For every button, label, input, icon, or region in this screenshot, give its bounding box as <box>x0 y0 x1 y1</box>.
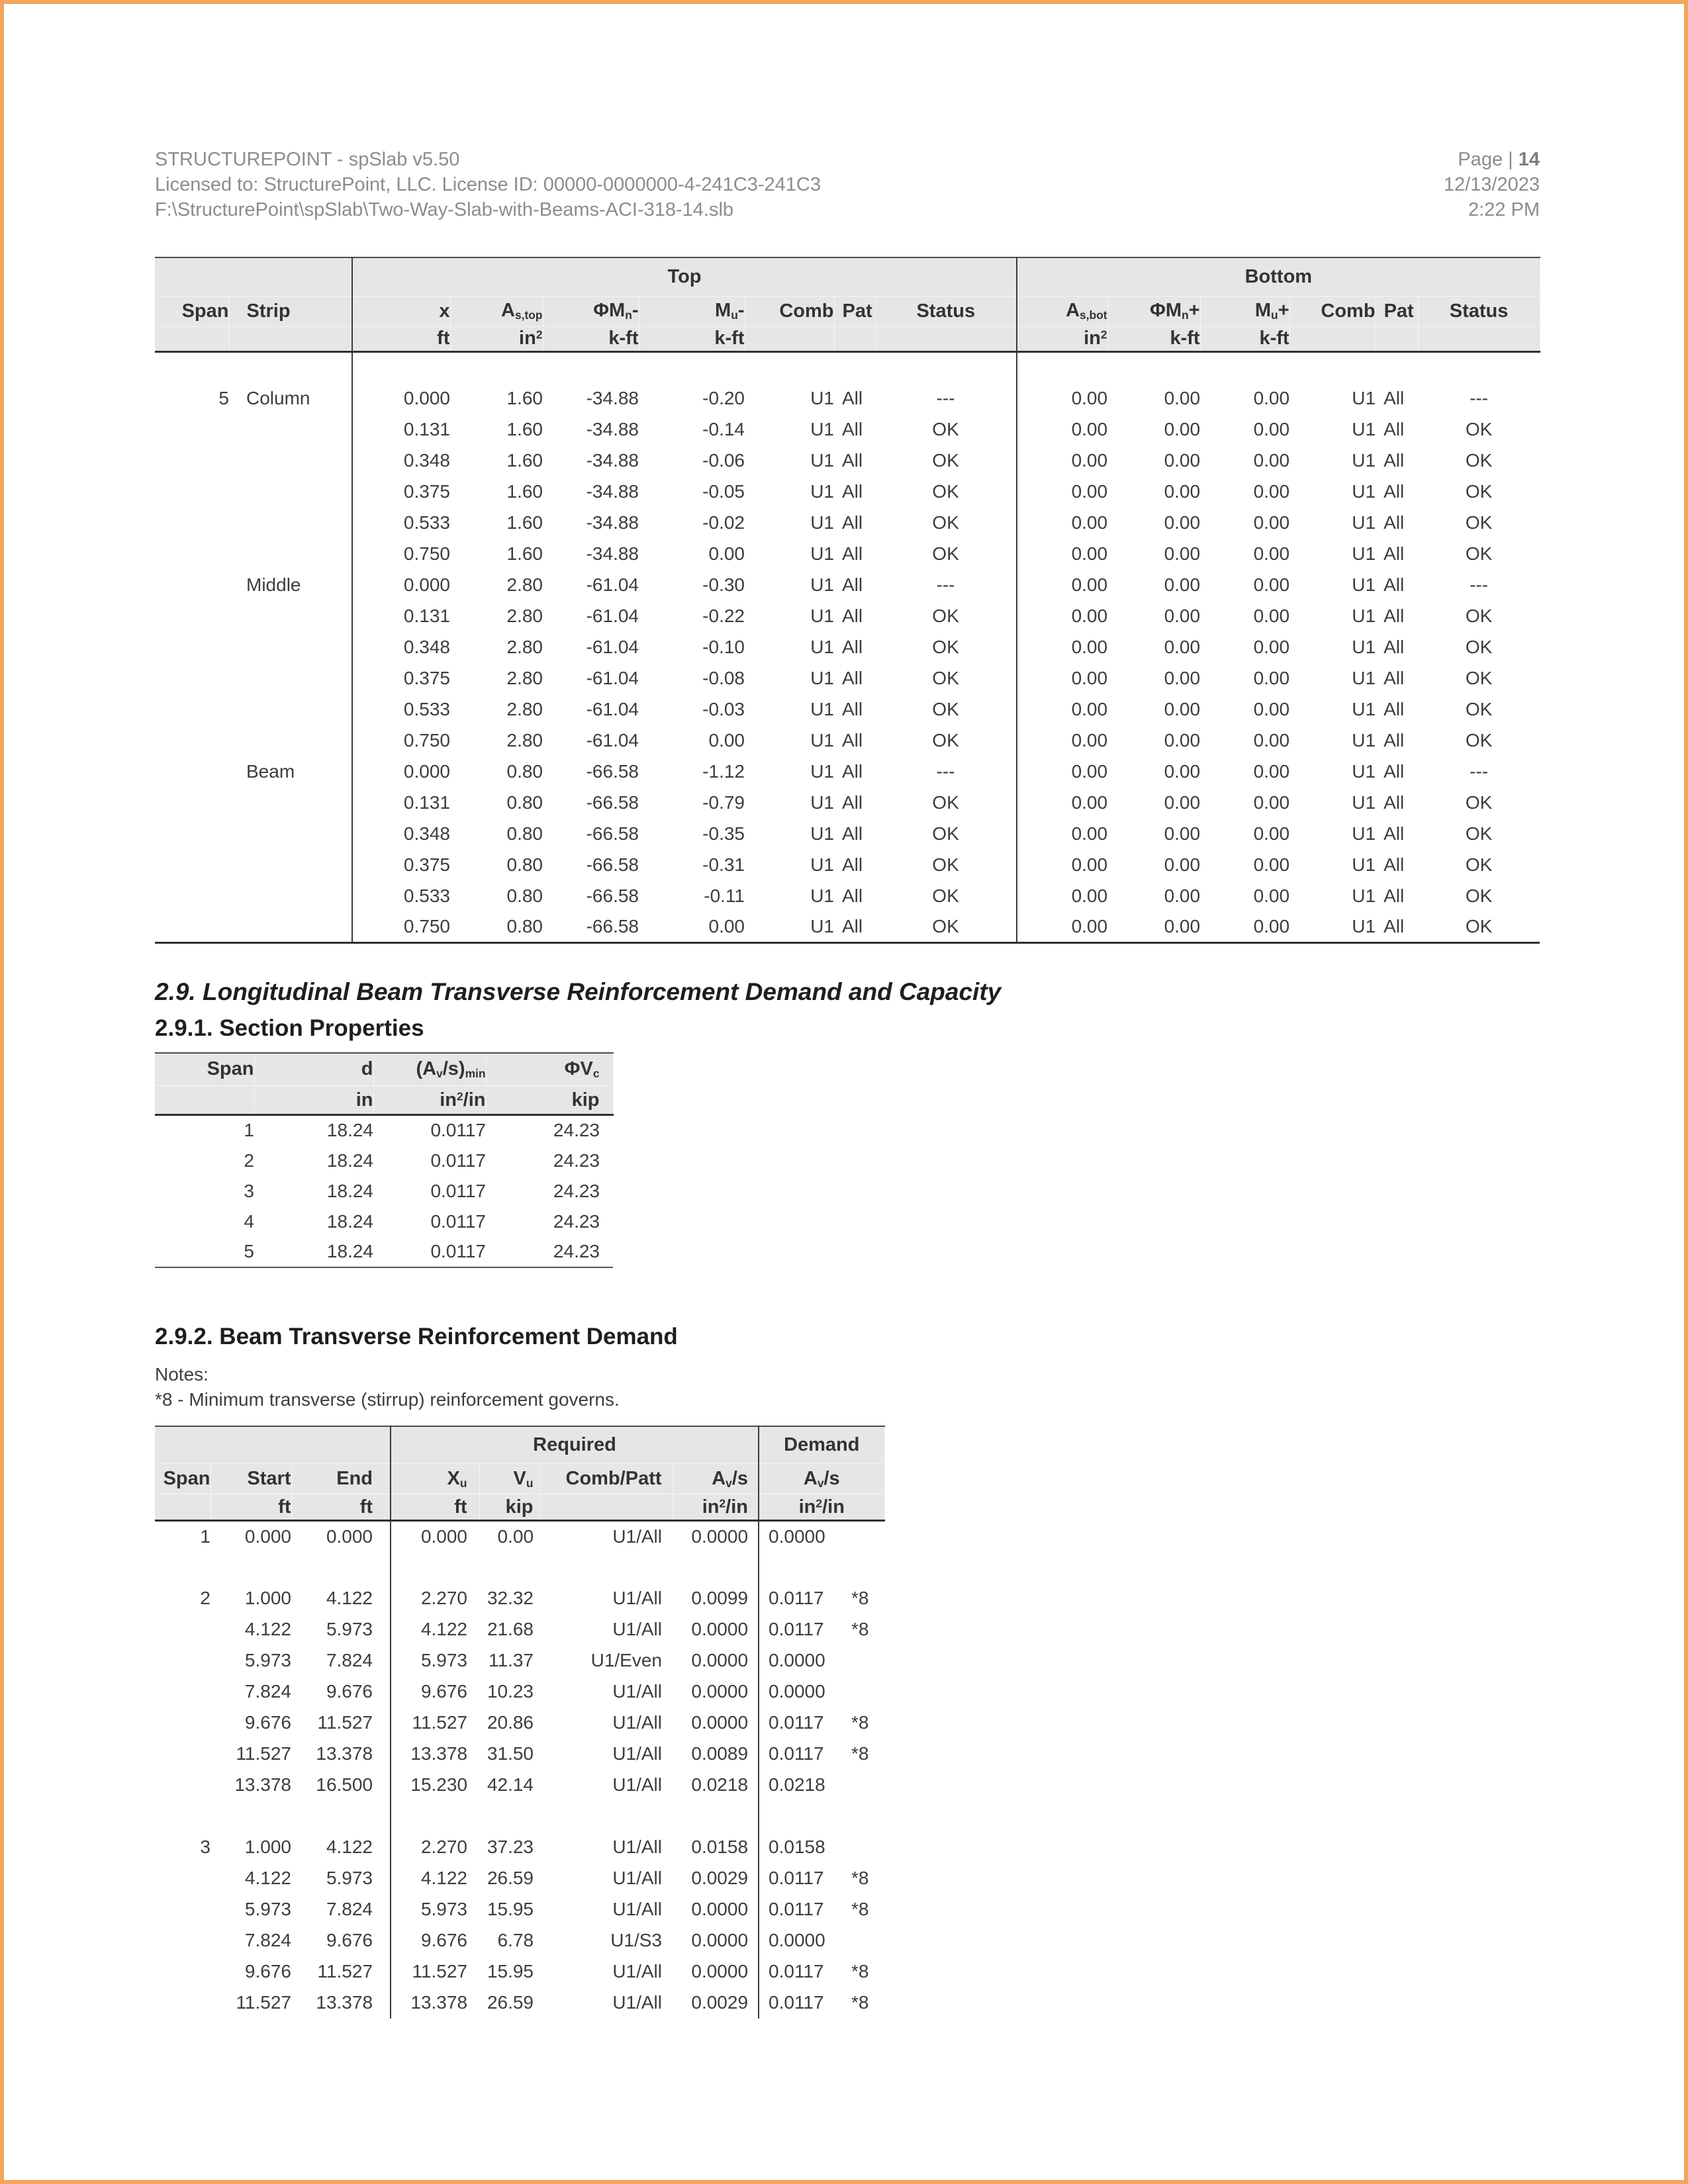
unit-spacer <box>834 326 875 351</box>
table-row: 9.676 11.527 11.527 20.86 U1/All 0.0000 0.0117 *8 <box>155 1707 884 1739</box>
unit-in2: $in^2$ <box>1017 326 1107 351</box>
unit-spacer <box>1376 326 1418 351</box>
page-header <box>155 147 1540 222</box>
page-header-right <box>1444 147 1540 222</box>
table-row: 0.750 2.80 -61.04 0.00 U1 All OK 0.00 0.00 0.00 U1 All OK <box>155 725 1540 756</box>
table-row: 5 Column 0.000 1.60 -34.88 -0.20 U1 All --- 0.00 0.00 0.00 U1 All --- <box>155 383 1540 414</box>
table-row: 7.824 9.676 9.676 10.23 U1/All 0.0000 0.0000 <box>155 1676 884 1707</box>
section-properties-table <box>155 1052 614 1268</box>
page-label: Page | <box>1458 149 1519 170</box>
group-header-demand: Demand <box>759 1426 884 1464</box>
page-header-left <box>155 147 821 222</box>
unit-in2-per-in: $in^2/in$ <box>673 1494 759 1521</box>
unit-kip: kip <box>486 1086 613 1115</box>
page-number-line <box>1444 147 1540 172</box>
col-header-avs-min: $(A_v/s)_{min}$ <box>373 1053 486 1086</box>
section-title-2-9: 2.9. Longitudinal Beam Transverse Reinforcement Demand and Capacity <box>155 978 1002 1005</box>
col-header-d: d <box>254 1053 373 1086</box>
transverse-demand-head <box>155 1426 884 1521</box>
table-row: 3 18.24 0.0117 24.23 <box>244 1180 600 1201</box>
table-row: 0.375 1.60 -34.88 -0.05 U1 All OK 0.00 0.00 0.00 U1 All OK <box>155 476 1540 507</box>
spacer-row <box>155 1801 884 1832</box>
unit-spacer <box>229 326 352 351</box>
col-header-xu: $X_u$ <box>391 1464 479 1494</box>
table-row: 0.533 2.80 -61.04 -0.03 U1 All OK 0.00 0.00 0.00 U1 All OK <box>155 694 1540 725</box>
table-row: 13.378 16.500 15.230 42.14 U1/All 0.0218 0.0218 <box>155 1770 884 1801</box>
col-header-status-bot: Status <box>1418 296 1540 326</box>
col-header-pat-top: Pat <box>834 296 875 326</box>
table-row: 0.131 0.80 -66.58 -0.79 U1 All OK 0.00 0.00 0.00 U1 All OK <box>155 787 1540 818</box>
header-spacer <box>155 257 352 296</box>
table-row: 5.973 7.824 5.973 15.95 U1/All 0.0000 0.0117 *8 <box>155 1894 884 1925</box>
table-row: 2 18.24 0.0117 24.23 <box>244 1150 600 1171</box>
col-header-start: Start <box>211 1464 291 1494</box>
unit-kft: k-ft <box>639 326 745 351</box>
unit-in2-per-in: $in^2/in$ <box>373 1086 486 1115</box>
group-header-bottom: Bottom <box>1017 257 1540 296</box>
unit-ft: ft <box>391 1494 479 1521</box>
table-row: 11.527 13.378 13.378 26.59 U1/All 0.0029 0.0117 *8 <box>155 1987 884 2019</box>
group-header-top: Top <box>352 257 1017 296</box>
section-title-2-9-2: 2.9.2. Beam Transverse Reinforcement Demand <box>155 1323 678 1349</box>
table-row: 4.122 5.973 4.122 21.68 U1/All 0.0000 0.0117 *8 <box>155 1614 884 1645</box>
col-header-span: Span <box>155 1053 254 1086</box>
section-properties-head <box>155 1053 613 1115</box>
col-header-end: End <box>291 1464 391 1494</box>
table-row: 0.533 0.80 -66.58 -0.11 U1 All OK 0.00 0.00 0.00 U1 All OK <box>155 880 1540 911</box>
table-row: 0.348 0.80 -66.58 -0.35 U1 All OK 0.00 0.00 0.00 U1 All OK <box>155 818 1540 849</box>
table-row: 9.676 11.527 11.527 15.95 U1/All 0.0000 0.0117 *8 <box>155 1956 884 1987</box>
col-header-strip: Strip <box>229 296 352 326</box>
col-header-mu-neg: $M_u-$ <box>639 296 745 326</box>
col-header-status-top: Status <box>875 296 1017 326</box>
table-row: 3 1.000 4.122 2.270 37.23 U1/All 0.0158 0.0158 <box>155 1832 884 1863</box>
unit-spacer <box>155 326 229 351</box>
col-header-as-top: $A_{s,top}$ <box>450 296 543 326</box>
file-path: F:\StructurePoint\spSlab\Two-Way-Slab-with-Beams-ACI-318-14.slb <box>155 199 734 220</box>
unit-ft: ft <box>352 326 450 351</box>
transverse-demand-body <box>155 1521 884 2019</box>
group-header-required: Required <box>391 1426 759 1464</box>
table-row: 2 1.000 4.122 2.270 32.32 U1/All 0.0099 0.0117 *8 <box>155 1583 884 1614</box>
table-row: 1 0.000 0.000 0.000 0.00 U1/All 0.0000 0.0000 <box>155 1521 884 1552</box>
col-header-x: x <box>352 296 450 326</box>
table-row: 5.973 7.824 5.973 11.37 U1/Even 0.0000 0.0000 <box>155 1645 884 1676</box>
table-row: 0.750 0.80 -66.58 0.00 U1 All OK 0.00 0.00 0.00 U1 All OK <box>155 911 1540 942</box>
table-row: 0.375 0.80 -66.58 -0.31 U1 All OK 0.00 0.00 0.00 U1 All OK <box>155 849 1540 880</box>
section-properties-body <box>155 1115 613 1267</box>
table-row: Middle 0.000 2.80 -61.04 -0.30 U1 All --- 0.00 0.00 0.00 U1 All --- <box>155 569 1540 600</box>
col-header-comb-top: Comb <box>745 296 834 326</box>
table-row: 7.824 9.676 9.676 6.78 U1/S3 0.0000 0.0000 <box>155 1925 884 1956</box>
col-header-avs-demand: $A_v/s$ <box>759 1464 884 1494</box>
unit-spacer <box>745 326 834 351</box>
unit-ft: ft <box>211 1494 291 1521</box>
unit-spacer <box>875 326 1017 351</box>
transverse-demand-table <box>155 1426 885 2019</box>
unit-spacer <box>155 1494 211 1521</box>
notes-label: Notes: <box>155 1363 209 1385</box>
unit-spacer <box>155 1086 254 1115</box>
col-header-phimn-pos: $\Phi M_n+$ <box>1107 296 1200 326</box>
table-row: 0.348 1.60 -34.88 -0.06 U1 All OK 0.00 0.00 0.00 U1 All OK <box>155 445 1540 476</box>
table-row: 0.750 1.60 -34.88 0.00 U1 All OK 0.00 0.00 0.00 U1 All OK <box>155 538 1540 569</box>
table-row: Beam 0.000 0.80 -66.58 -1.12 U1 All --- 0.00 0.00 0.00 U1 All --- <box>155 756 1540 787</box>
moment-table-body <box>155 351 1540 942</box>
license-line: Licensed to: StructurePoint, LLC. License ID: 00000-0000000-4-241C3-241C3 <box>155 174 821 195</box>
col-header-comb-bot: Comb <box>1289 296 1376 326</box>
table-row: 11.527 13.378 13.378 31.50 U1/All 0.0089 0.0117 *8 <box>155 1739 884 1770</box>
unit-kft: k-ft <box>543 326 639 351</box>
header-spacer <box>155 1426 391 1464</box>
table-row: 0.131 2.80 -61.04 -0.22 U1 All OK 0.00 0.00 0.00 U1 All OK <box>155 600 1540 631</box>
spacer-row <box>155 1552 884 1583</box>
col-header-comb-patt: Comb/Patt <box>540 1464 673 1494</box>
col-header-span: Span <box>155 296 229 326</box>
col-header-as-bot: $A_{s,bot}$ <box>1017 296 1107 326</box>
col-header-avs-required: $A_v/s$ <box>673 1464 759 1494</box>
col-header-vu: $V_u$ <box>479 1464 540 1494</box>
table-row: 0.348 2.80 -61.04 -0.10 U1 All OK 0.00 0.00 0.00 U1 All OK <box>155 631 1540 662</box>
col-header-span: Span <box>155 1464 211 1494</box>
col-header-pat-bot: Pat <box>1376 296 1418 326</box>
section-title-2-9-1: 2.9.1. Section Properties <box>155 1015 424 1041</box>
spacer-row <box>155 351 1540 383</box>
table-row: 5 18.24 0.0117 24.23 <box>155 1237 613 1267</box>
col-header-phivc: $\Phi V_c$ <box>486 1053 613 1086</box>
unit-spacer <box>1289 326 1376 351</box>
table-row: 4 18.24 0.0117 24.23 <box>244 1210 600 1232</box>
unit-ft: ft <box>291 1494 391 1521</box>
report-time: 2:22 PM <box>1468 199 1540 220</box>
table-row: 0.375 2.80 -61.04 -0.08 U1 All OK 0.00 0.00 0.00 U1 All OK <box>155 662 1540 694</box>
table-row: 1 18.24 0.0117 24.23 <box>244 1120 600 1141</box>
table-row: 0.131 1.60 -34.88 -0.14 U1 All OK 0.00 0.00 0.00 U1 All OK <box>155 414 1540 445</box>
unit-kip: kip <box>479 1494 540 1521</box>
moment-capacity-table <box>155 257 1540 944</box>
moment-table-head <box>155 257 1540 351</box>
unit-spacer <box>540 1494 673 1521</box>
table-row: 4.122 5.973 4.122 26.59 U1/All 0.0029 0.0117 *8 <box>155 1863 884 1894</box>
unit-spacer <box>1418 326 1540 351</box>
table-row: 0.533 1.60 -34.88 -0.02 U1 All OK 0.00 0.00 0.00 U1 All OK <box>155 507 1540 538</box>
app-title: STRUCTUREPOINT - spSlab v5.50 <box>155 149 460 170</box>
page-number: 14 <box>1518 149 1540 170</box>
unit-in2: $in^2$ <box>450 326 543 351</box>
unit-kft: k-ft <box>1200 326 1289 351</box>
unit-kft: k-ft <box>1107 326 1200 351</box>
note-line: *8 - Minimum transverse (stirrup) reinforcement governs. <box>155 1388 620 1410</box>
unit-in2-per-in: $in^2/in$ <box>759 1494 884 1521</box>
col-header-mu-pos: $M_u+$ <box>1200 296 1289 326</box>
notes-block <box>155 1362 1540 1412</box>
report-date: 12/13/2023 <box>1443 174 1540 195</box>
col-header-phimn-neg: $\Phi M_n-$ <box>543 296 639 326</box>
unit-in: in <box>254 1086 373 1115</box>
